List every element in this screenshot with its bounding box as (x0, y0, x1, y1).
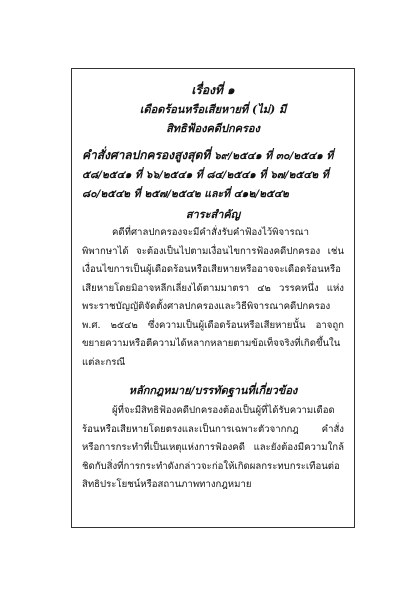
summary-heading: สาระสำคัญ (185, 208, 241, 221)
summary-paragraph: คดีที่ศาลปกครองจะมีคำสั่งรับคำฟ้องไว้พิจารณาพิพากษาได้ จะต้องเป็นไปตามเงื่อนไขการฟ้องคดีปกครอง เช่น เงื่อนไขการเป็นผู้เดือดร้อนหรือเสียหายหรืออาจจะเดือดร้อนหรือเสียหายโดยมิอาจหลีกเลี่ยงได้ตามมาตรา ๔๒ วรรคหนึ่ง แห่งพระราชบัญญัติจัดตั้งศาลปกครองและวิธีพิจารณาคดีปกครอง พ.ศ. ๒๕๔๒ ซึ่งความเป็นผู้เดือดร้อนหรือเสียหายนั้น อาจถูกขยายความหรือตีความได้หลากหลายตามข้อเท็จจริงที่เกิดขึ้นในแต่ละกรณี (82, 227, 344, 368)
principle-paragraph: ผู้ที่จะมีสิทธิฟ้องคดีปกครองต้องเป็นผู้ที่ได้รับความเดือดร้อนหรือเสียหายโดยตรงและเป็นการเฉพาะตัวจากกฎ คำสั่ง หรือการกระทำที่เป็นเหตุแห่งการฟ้องคดี และยังต้องมีความใกล้ชิดกับสิ่งที่การกระทำดังกล่าวจะก่อให้เกิดผลกระทบกระเทือนต่อสิทธิประโยชน์หรือสถานภาพทางกฎหมาย (82, 405, 344, 490)
chapter-title: เรื่องที่ ๑ (191, 83, 235, 97)
document-page (71, 68, 355, 528)
case-title: เดือดร้อนหรือเสียหายที่ (ไม่) มี (139, 103, 287, 116)
case-subtitle: สิทธิฟ้องคดีปกครอง (166, 122, 260, 135)
order-references (82, 146, 344, 204)
principle-heading: หลักกฎหมาย/บรรทัดฐานที่เกี่ยวข้อง (128, 384, 298, 397)
order-lead: คำสั่งศาลปกครองสูงสุดที่ (82, 148, 211, 162)
order-numbers: ๖๙/๒๕๔๑ ที่ ๓๐/๒๕๔๑ ที่ ๕๘/๒๕๔๑ ที่ ๖๖/๒๕๔๑ ที่ ๘๔/๒๕๔๑ ที่ ๖๗/๒๕๔๒ ที่ ๘๐/๒๕๔๒ ที่ ๒๕๗/๒๕๔๒ และที่ ๔๑๒/๒๕๔๒ (82, 150, 334, 200)
